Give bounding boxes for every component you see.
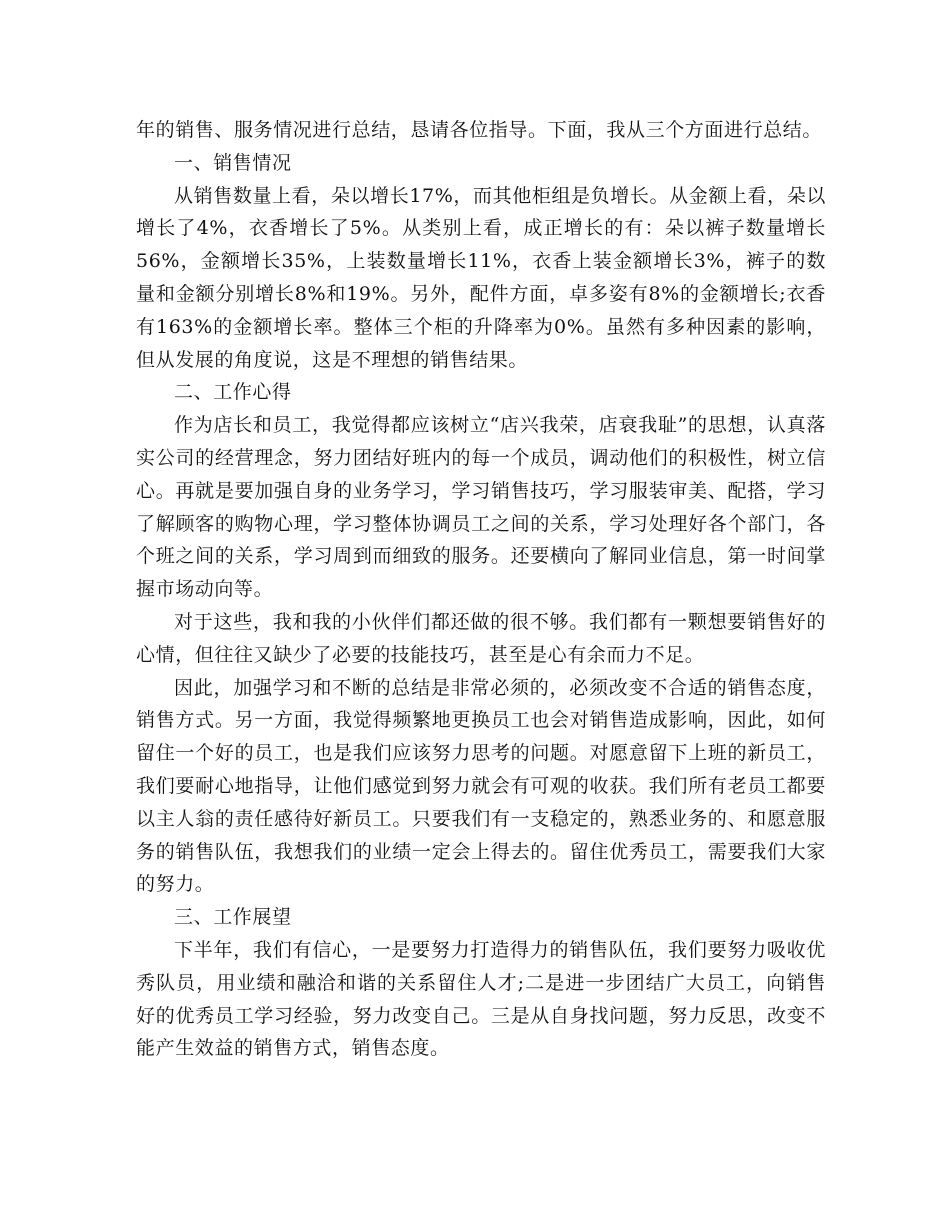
document-body — [136, 114, 826, 1065]
section-heading-experience: 二、工作心得 — [174, 381, 292, 404]
paragraph-experience-3: 因此，加强学习和不断的总结是非常必须的，必须改变不合适的销售态度，销售方式。另一方面，我觉得频繁地更换员工也会对销售造成影响，因此，如何留住一个好的员工，也是我们应该努力思考的问题。对愿意留下上班的新员工，我们要耐心地指导，让他们感觉到努力就会有可观的收获。我们所有老员工都要以主人翁的责任感待好新员工。只要我们有一支稳定的，熟悉业务的、和愿意服务的销售队伍，我想我们的业绩一定会上得去的。留住优秀员工，需要我们大家的努力。 — [136, 676, 826, 896]
paragraph-intro-continuation: 年的销售、服务情况进行总结，恳请各位指导。下面，我从三个方面进行总结。 — [136, 119, 823, 141]
paragraph-sales: 从销售数量上看，朵以增长17%，而其他柜组是负增长。从金额上看，朵以增长了4%，衣香增长了5%。从类别上看，成正增长的有：朵以裤子数量增长56%，金额增长35%，上装数量增长11%，衣香上装金额增长3%，裤子的数量和金额分别增长8%和19%。另外，配件方面，卓多姿有8%的金额增长;衣香有163%的金额增长率。整体三个柜的升降率为0%。虽然有多种因素的影响，但从发展的角度说，这是不理想的销售结果。 — [136, 184, 826, 371]
paragraph-outlook: 下半年，我们有信心，一是要努力打造得力的销售队伍，我们要努力吸收优秀队员，用业绩和融洽和谐的关系留住人才;二是进一步团结广大员工，向销售好的优秀员工学习经验，努力改变自己。三是从自身找问题，努力反思，改变不能产生效益的销售方式，销售态度。 — [136, 938, 826, 1060]
paragraph-experience-1: 作为店长和员工，我觉得都应该树立“店兴我荣，店衰我耻”的思想，认真落实公司的经营理念，努力团结好班内的每一个成员，调动他们的积极性，树立信心。再就是要加强自身的业务学习，学习销售技巧，学习服装审美、配搭，学习了解顾客的购物心理，学习整体协调员工之间的关系，学习处理好各个部门，各个班之间的关系，学习周到而细致的服务。还要横向了解同业信息，第一时间掌握市场动向等。 — [136, 414, 826, 601]
paragraph-experience-2: 对于这些，我和我的小伙伴们都还做的很不够。我们都有一颗想要销售好的心情，但往往又缺少了必要的技能技巧，甚至是心有余而力不足。 — [136, 610, 826, 666]
section-heading-sales: 一、销售情况 — [174, 151, 292, 174]
section-heading-outlook: 三、工作展望 — [174, 906, 292, 929]
